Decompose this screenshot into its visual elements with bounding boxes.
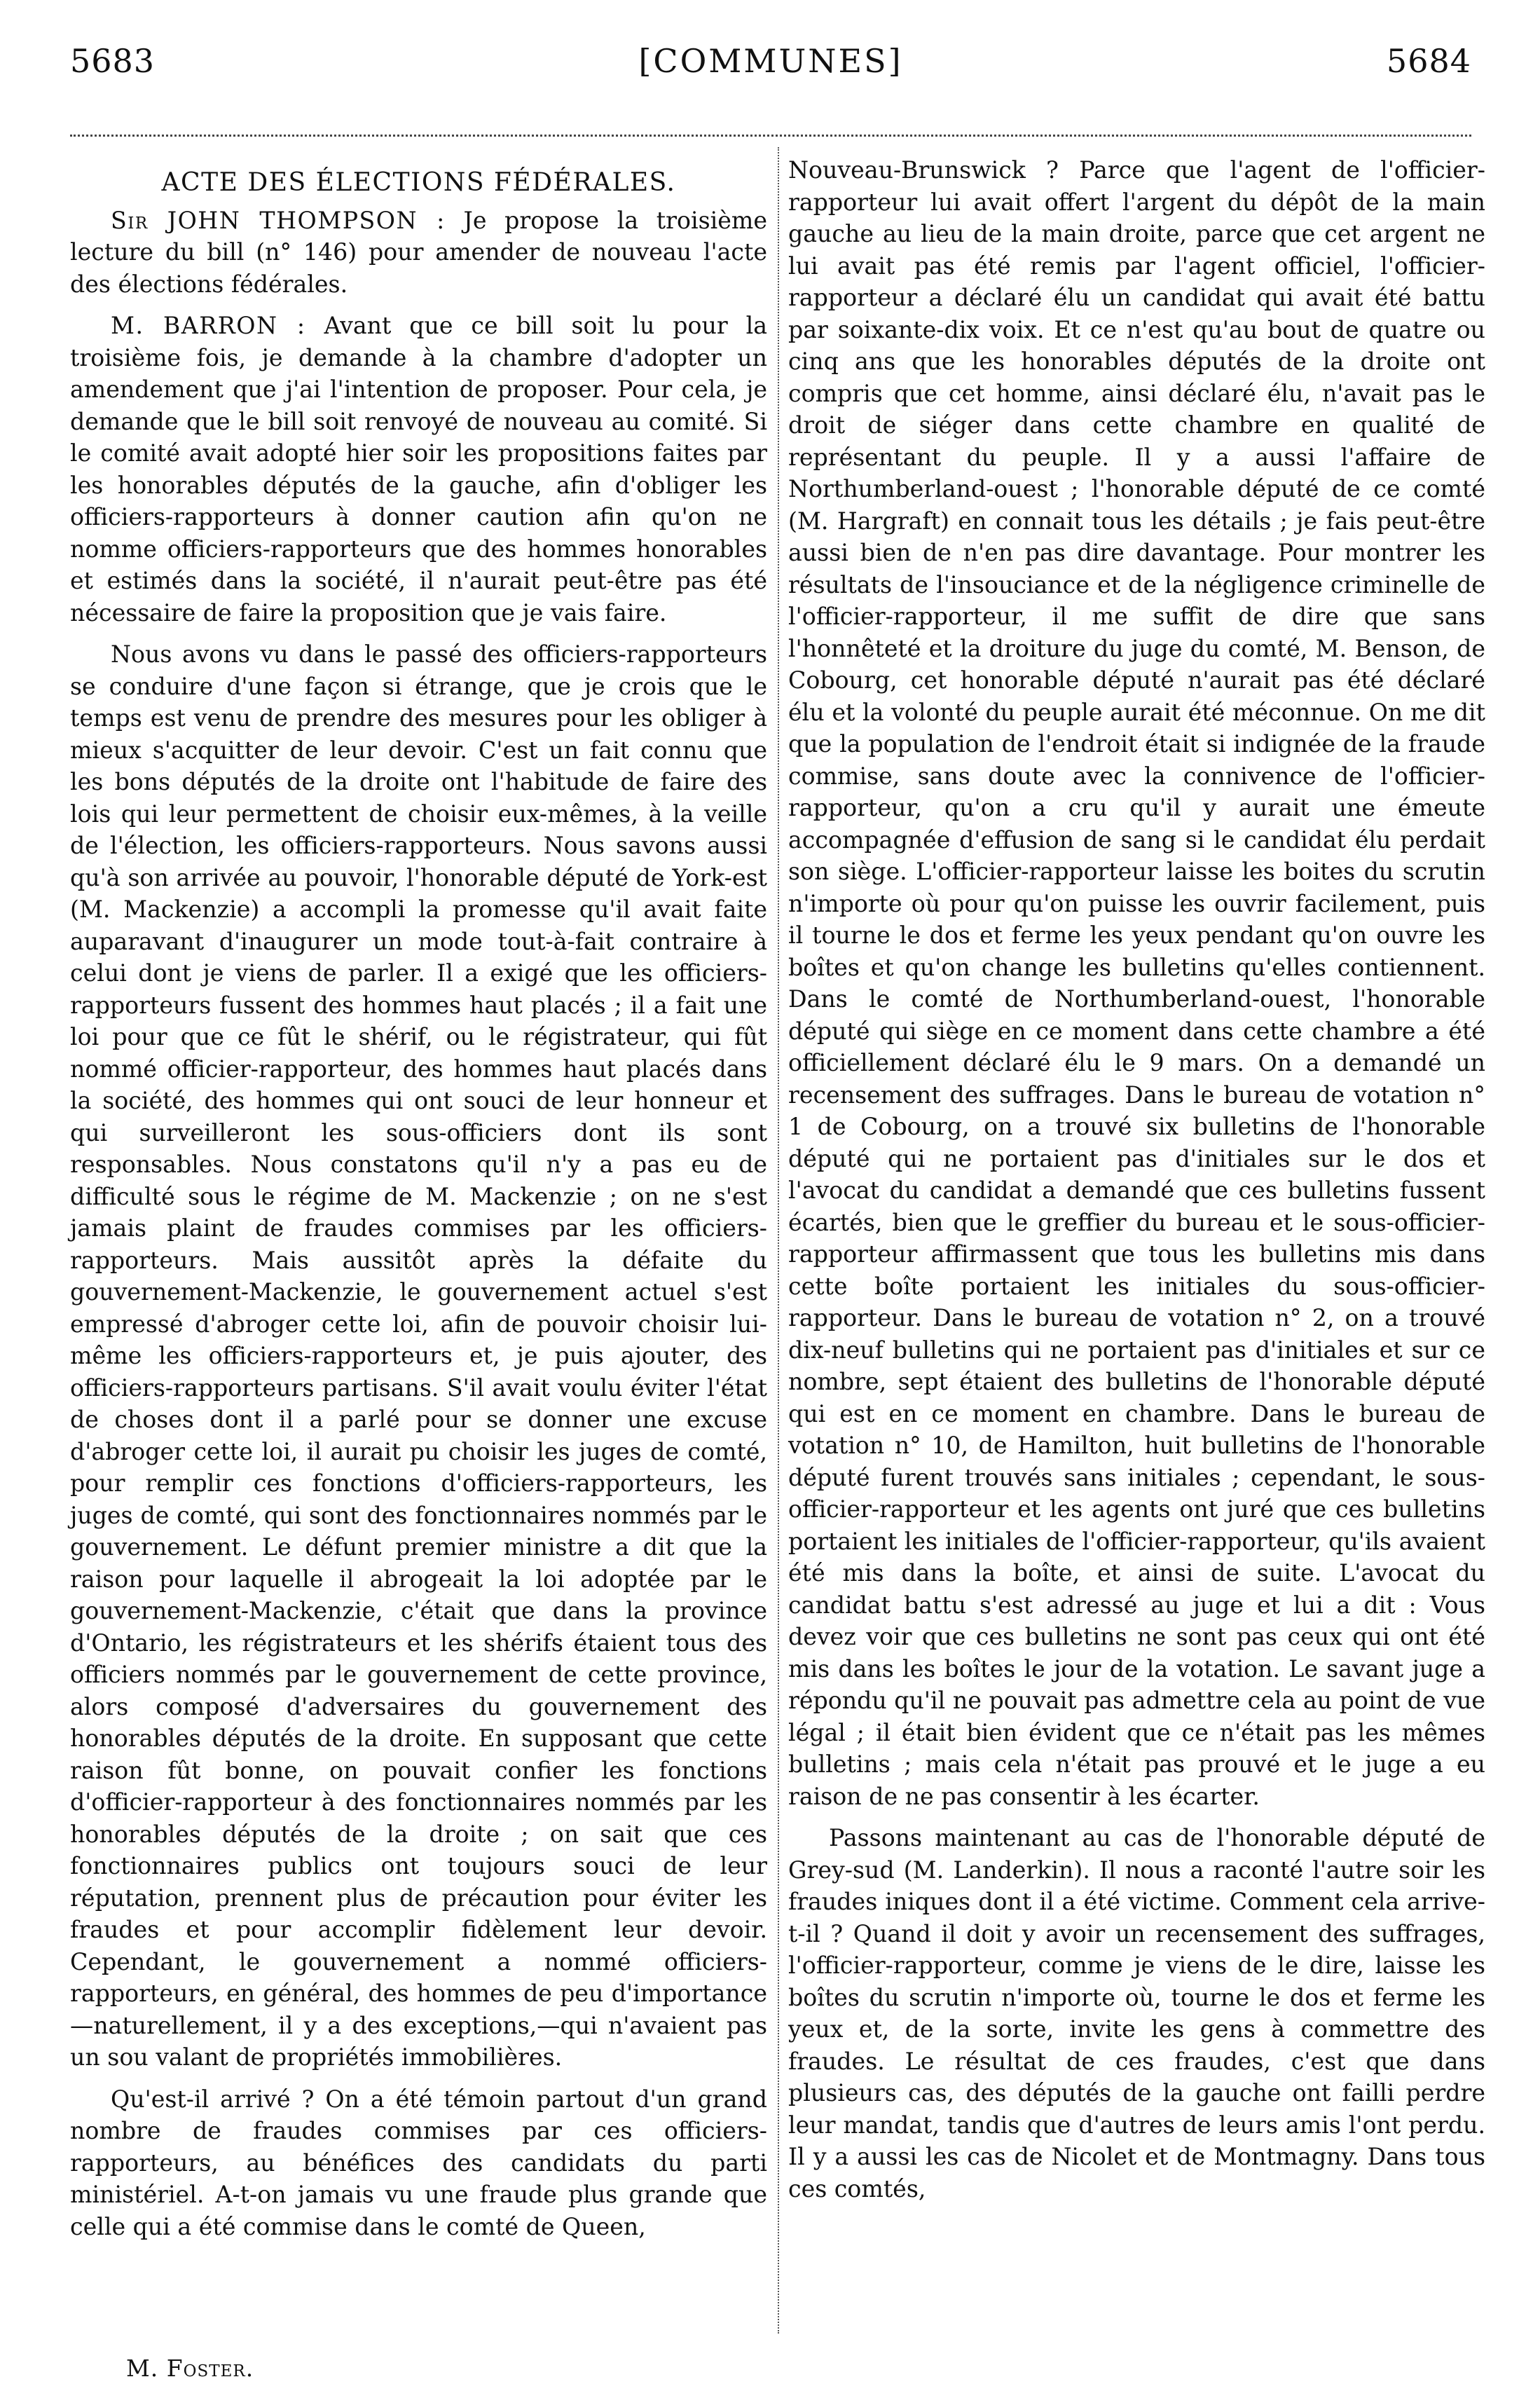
page-header: [70, 42, 1471, 91]
running-title: [COMMUNES]: [638, 42, 903, 80]
page-number-left: 5683: [70, 42, 156, 80]
paragraph: Qu'est-il arrivé ? On a été témoin partout d'un grand nombre de fraudes commises par ces officiers-rapporteurs, au bénéfices des candidats du parti ministériel. A-t-on jamais vu une fraude plus grande que celle qui a été commise dans le comté de Queen,: [70, 2085, 767, 2240]
paragraph: [70, 205, 767, 301]
right-column: [788, 154, 1485, 2214]
header-rule: [70, 135, 1471, 137]
paragraph: Nous avons vu dans le passé des officiers-rapporteurs se conduire d'une façon si étrange, que je crois que le temps est venu de prendre des mesures pour les obliger à mieux s'acquitter de leur devoir. C'est un fait connu que les bons députés de la droite ont l'habitude de faire des lois qui leur permettent de choisir eux-mêmes, à la veille de l'élection, les officiers-rapporteurs. Nous savons aussi qu'à son arrivée au pouvoir, l'honorable député de York-est (M. Mackenzie) a accompli la promesse qu'il avait faite auparavant d'inaugurer un mode tout-à-fait contraire à celui dont je viens de parler. Il a exigé que les officiers-rapporteurs fussent des hommes haut placés ; il a fait une loi pour que ce fût le shérif, ou le régistrateur, qui fût nommé officier-rapporteur, des hommes haut placés dans la société, des hommes qui ont souci de leur honneur et qui surveilleront les sous-officiers dont ils sont responsables. Nous constatons qu'il n'y a pas eu de difficulté sous le régime de M. Mackenzie ; on ne s'est jamais plaint de fraudes commises par les officiers-rapporteurs. Mais aussitôt après la défaite du gouvernement-Mackenzie, le gouvernement actuel s'est empressé d'abroger cette loi, afin de pouvoir choisir lui-même les officiers-rapporteurs et, je puis ajouter, des officiers-rapporteurs partisans. S'il avait voulu éviter l'état de choses dont il a parlé pour se donner une excuse d'abroger cette loi, il aurait pu choisir les juges de comté, pour remplir ces fonctions d'officiers-rapporteurs, les juges de comté, qui sont des fonctionnaires nommés par le gouvernement. Le défunt premier ministre a dit que la raison pour laquelle il abrogeait la loi adoptée par le gouvernement-Mackenzie, c'était que dans la province d'Ontario, les régistrateurs et les shérifs étaient tous des officiers nommés par le gouvernement de cette province, alors composé d'adversaires du gouvernement des honorables députés de la droite. En supposant que cette raison fût bonne, on pouvait confier les fonctions d'officier-rapporteur à des fonctionnaires nommés par les honorables députés de la droite ; on sait que ces fonctionnaires publics ont toujours souci de leur réputation, prennent plus de précaution pour éviter les fraudes et pour accomplir fidèlement leur devoir. Cependant, le gouvernement a nommé officiers-rapporteurs, en général, des hommes de peu d'importance—naturellement, il y a des exceptions,—qui n'avaient pas un sou valant de propriétés immobilières.: [70, 640, 767, 2071]
paragraph: Nouveau-Brunswick ? Parce que l'agent de l'officier-rapporteur lui avait offert l'argent du dépôt de la main gauche au lieu de la main droite, parce que cet argent ne lui avait pas été remis par l'agent officiel, l'officier-rapporteur a déclaré élu un candidat qui avait été battu par soixante-dix voix. Et ce n'est qu'au bout de quatre ou cinq ans que les honorables députés de la droite ont compris que cet homme, ainsi déclaré élu, n'avait pas le droit de siéger dans cette chambre en qualité de représentant du peuple. Il y a aussi l'affaire de Northumberland-ouest ; l'honorable député de ce comté (M. Hargraft) en connait tous les détails ; je fais peut-être aussi bien de n'en pas dire davantage. Pour montrer les résultats de l'insouciance et de la négligence criminelle de l'officier-rapporteur, il me suffit de dire que sans l'honnêteté et la droiture du juge du comté, M. Benson, de Cobourg, cet honorable député n'aurait pas été déclaré élu et la volonté du peuple aurait été méconnue. On me dit que la population de l'endroit était si indignée de la fraude commise, sans doute avec la connivence de l'officier-rapporteur, qu'on a cru qu'il y aurait une émeute accompagnée d'effusion de sang si le candidat élu perdait son siège. L'officier-rapporteur laisse les boites du scrutin n'importe où pour qu'on puisse les ouvrir facilement, puis il tourne le dos et ferme les yeux pendant qu'on ouvre les boîtes et qu'on change les bulletins qu'elles contiennent. Dans le comté de Northumberland-ouest, l'honorable député qui siège en ce moment dans cette chambre a été officiellement déclaré élu le 9 mars. On a demandé un recensement des suffrages. Dans le bureau de votation n° 1 de Cobourg, on a trouvé six bulletins de l'honorable député qui ne portaient pas d'initiales sur le dos et l'avocat du candidat a demandé que ces bulletins fussent écartés, bien que le greffier du bureau et le sous-officier-rapporteur affirmassent que tous les bulletins mis dans cette boîte portaient les initiales du sous-officier-rapporteur. Dans le bureau de votation n° 2, on a trouvé dix-neuf bulletins qui ne portaient pas d'initiales et sur ce nombre, sept étaient des bulletins de l'honorable député qui est en ce moment en chambre. Dans le bureau de votation n° 10, de Hamilton, huit bulletins de l'honorable député furent trouvés sans initiales ; cependant, le sous-officier-rapporteur et les agents ont juré que ces bulletins portaient les initiales de l'officier-rapporteur, qu'ils avaient été mis dans la boîte, et ainsi de suite. L'avocat du candidat battu s'est adressé au juge et lui a dit : Vous devez voir que ces bulletins ne sont pas ceux qui ont été mis dans les boîtes le jour de la votation. Le savant juge a répondu qu'il ne pouvait pas admettre cela au point de vue légal ; il était bien évident que ce n'était pas les mêmes bulletins ; mais cela n'était pas prouvé et le juge a eu raison de ne pas consentir à les écarter.: [788, 156, 1485, 1810]
footer-signature: M. Foster.: [126, 2355, 254, 2382]
speaker-name: M. BARRON :: [111, 312, 306, 339]
column-divider: [778, 147, 779, 2334]
left-column: [70, 154, 767, 2252]
section-title: ACTE DES ÉLECTIONS FÉDÉRALES.: [161, 168, 676, 197]
paragraph-text: Je propose la troisième lecture du bill (n° 146) pour amender de nouveau l'acte des élections fédérales.: [70, 206, 767, 298]
paragraph: Passons maintenant au cas de l'honorable député de Grey-sud (M. Landerkin). Il nous a raconté l'autre soir les fraudes iniques dont il a été victime. Comment cela arrive-t-il ? Quand il doit y avoir un recensement des suffrages, l'officier-rapporteur, comme je viens de le dire, laisse les boîtes du scrutin n'importe où, tourne le dos et ferme les yeux et, de la sorte, invite les gens à commettre des fraudes. Le résultat de ces fraudes, c'est que dans plusieurs cas, des députés de la gauche ont failli perdre leur mandat, tandis que d'autres de leurs amis l'ont perdu. Il y a aussi les cas de Nicolet et de Montmagny. Dans tous ces comtés,: [788, 1824, 1485, 2202]
paragraph: [70, 310, 767, 629]
speaker-name: Sir JOHN THOMPSON :: [111, 206, 446, 234]
page-number-right: 5684: [1386, 42, 1471, 80]
paragraph-text: Avant que ce bill soit lu pour la troisième fois, je demande à la chambre d'adopter un amendement que j'ai l'intention de proposer. Pour cela, je demande que le bill soit renvoyé de nouveau au comité. Si le comité avait adopté hier soir les propositions faites par les honorables députés de la gauche, afin d'obliger les officiers-rapporteurs à donner caution afin qu'on ne nomme officiers-rapporteurs que des hommes honorables et estimés dans la société, il n'aurait peut-être pas été nécessaire de faire la proposition que je vais faire.: [70, 312, 767, 626]
